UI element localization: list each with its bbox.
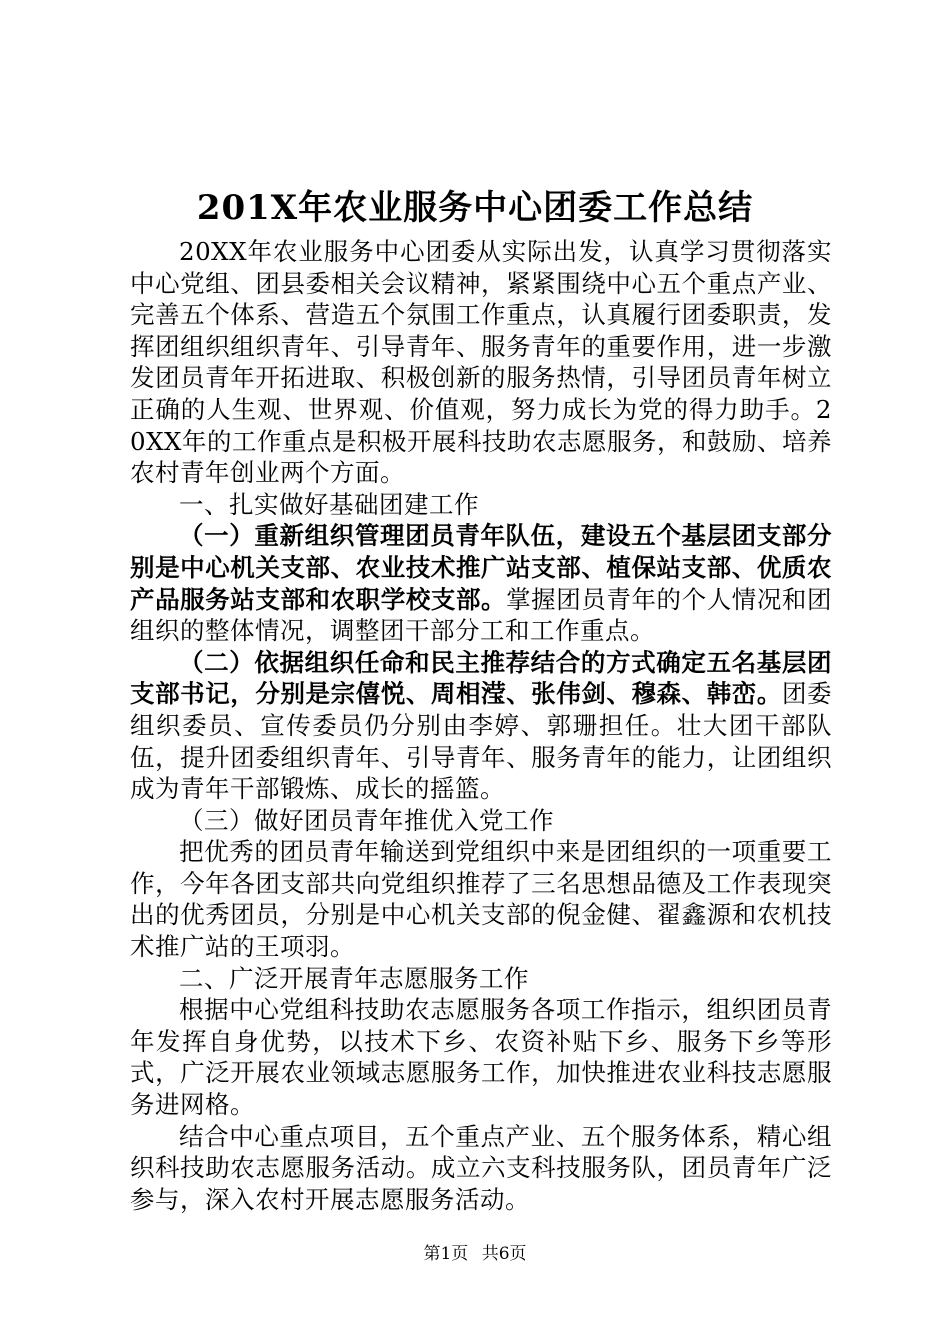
document-body (130, 236, 832, 1215)
subsection-1 (130, 520, 832, 646)
section-heading-2: 二、广泛开展青年志愿服务工作 (179, 963, 529, 993)
subsection-2 (130, 647, 832, 805)
page-footer (0, 1243, 950, 1265)
page-total: 共6页 (481, 1244, 527, 1264)
subsection-1-heading: （一）重新组织管理团员青年队伍，建设五个基层团支部分别是中心机关支部、农业技术推广站支部、植保站支部、优质农产品服务站支部和农职学校支部。 (130, 521, 832, 614)
section-2-paragraph-2: 结合中心重点项目，五个重点产业、五个服务体系，精心组织科技助农志愿服务活动。成立六支科技服务队，团员青年广泛参与，深入农村开展志愿服务活动。 (130, 1121, 832, 1214)
subsection-2-heading: （二）依据组织任命和民主推荐结合的方式确定五名基层团支部书记，分别是宗僖悦、周相滢、张伟剑、穆森、韩峦。 (130, 647, 832, 709)
section-2-paragraph-1: 根据中心党组科技助农志愿服务各项工作指示，组织团员青年发挥自身优势，以技术下乡、农资补贴下乡、服务下乡等形式，广泛开展农业领域志愿服务工作，加快推进农业科技志愿服务进网格。 (130, 995, 832, 1120)
intro-paragraph: 20XX年农业服务中心团委从实际出发，认真学习贯彻落实中心党组、团县委相关会议精神，紧紧围绕中心五个重点产业、完善五个体系、营造五个氛围工作重点，认真履行团委职责，发挥团组织组织青年、引导青年、服务青年的重要作用，进一步激发团员青年开拓进取、积极创新的服务热情，引导团员青年树立正确的人生观、世界观、价值观，努力成长为党的得力助手。20XX年的工作重点是积极开展科技助农志愿服务，和鼓励、培养农村青年创业两个方面。 (130, 237, 832, 488)
section-heading-1: 一、扎实做好基础团建工作 (179, 489, 479, 519)
subsection-3-heading: （三）做好团员青年推优入党工作 (179, 805, 554, 835)
subsection-3-paragraph: 把优秀的团员青年输送到党组织中来是团组织的一项重要工作，今年各团支部共向党组织推荐了三名思想品德及工作表现突出的优秀团员，分别是中心机关支部的倪金健、翟鑫源和农机技术推广站的王项羽。 (130, 837, 832, 962)
subsection-1-text: 掌握团员青年的个人情况和团组织的整体情况，调整团干部分工和工作重点。 (130, 584, 832, 646)
subsection-2-text: 团委组织委员、宣传委员仍分别由李婷、郭珊担任。壮大团干部队伍，提升团委组织青年、引导青年、服务青年的能力，让团组织成为青年干部锻炼、成长的摇篮。 (130, 679, 833, 804)
document-title: 201X年农业服务中心团委工作总结 (196, 188, 754, 228)
page-number: 第1页 (423, 1244, 469, 1264)
